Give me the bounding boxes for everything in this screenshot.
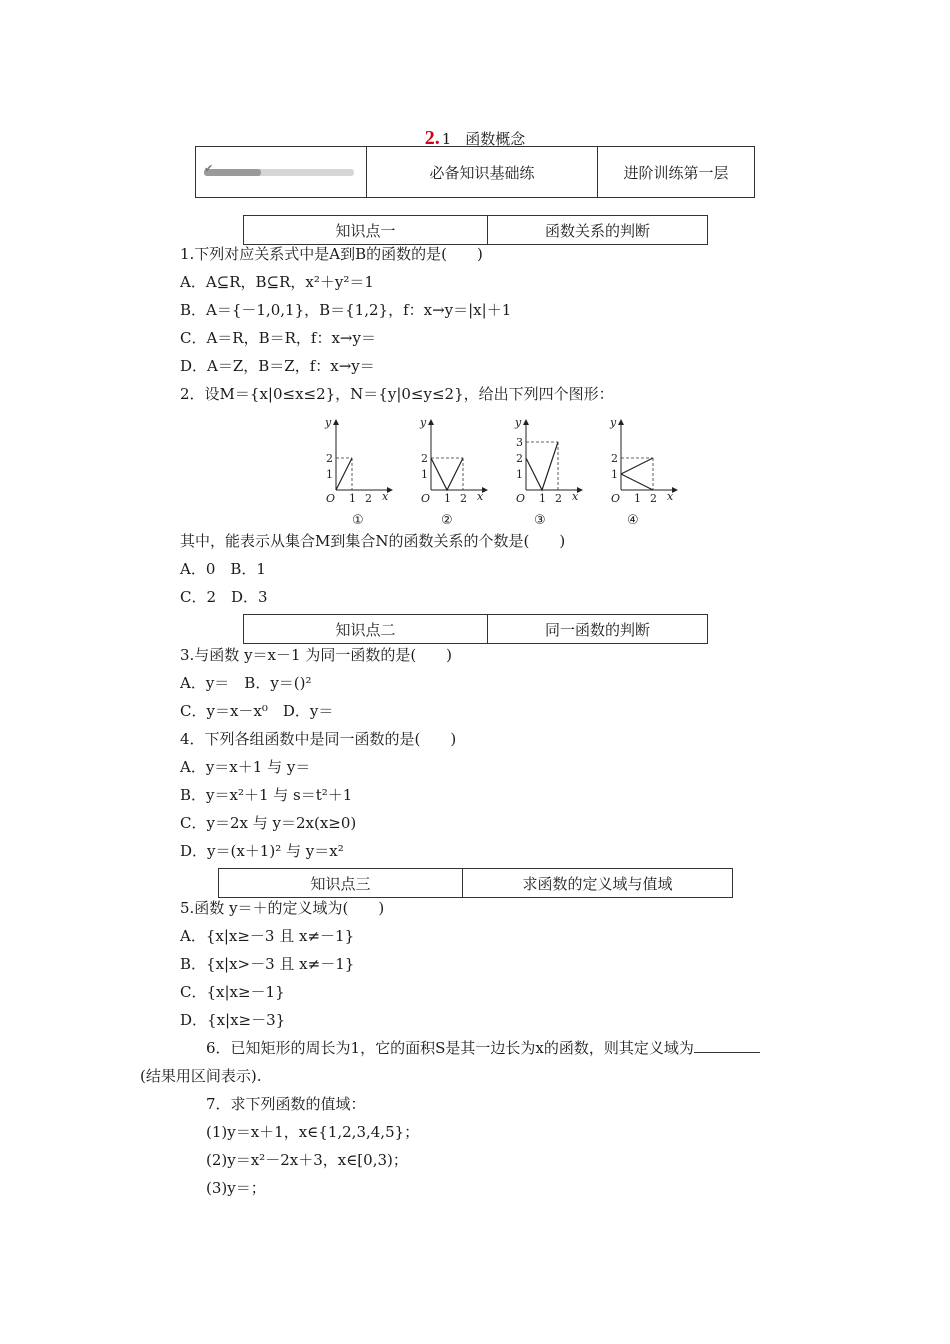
graph-1-tick-x1: 1	[349, 492, 356, 505]
question-7: 7．求下列函数的值域：	[206, 1095, 366, 1113]
answer-blank[interactable]	[694, 1038, 760, 1053]
graph-2-label: ②	[441, 513, 453, 528]
graph-3-tick-y2: 2	[516, 452, 523, 465]
q4-option-a: A．y＝x＋1 与 y＝	[180, 758, 311, 776]
graph-2-y-label: y	[420, 416, 427, 429]
q3-options-cd: C．y＝x－x⁰ D．y＝	[180, 702, 334, 720]
q1-option-a: A．A⊆R，B⊆R，x²＋y²＝1	[180, 273, 374, 291]
graph-1-tick-y1: 1	[326, 468, 333, 481]
graph-1	[324, 416, 392, 528]
graph-2-tick-x1: 1	[444, 492, 451, 505]
graph-1-x-label: x	[382, 490, 389, 503]
graph-1-label: ①	[352, 513, 364, 528]
q7-part-1: (1)y＝x＋1，x∈{1,2,3,4,5}；	[206, 1123, 420, 1141]
q7-part-3: (3)y＝；	[206, 1179, 266, 1197]
q4-option-c: C．y＝2x 与 y＝2x(x≥0)	[180, 814, 357, 832]
header-col-advanced: 进阶训练第一层	[623, 163, 729, 182]
q2-options-ab: A．0 B．1	[180, 560, 266, 578]
q5-option-a: A．{x|x≥－3 且 x≠－1}	[180, 927, 355, 945]
question-6-text: 6．已知矩形的周长为1，它的面积S是其一边长为x的函数，则其定义域为	[206, 1039, 694, 1057]
graph-3-y-label: y	[515, 416, 522, 429]
graph-3-tick-x1: 1	[539, 492, 546, 505]
q1-option-c: C．A＝R，B＝R，f：x→y＝	[180, 329, 376, 347]
knowledge-point-2	[243, 614, 708, 644]
graph-3-tick-y3: 3	[516, 436, 523, 449]
q7-part-2: (2)y＝x²－2x＋3，x∈[0,3)；	[206, 1151, 408, 1169]
graph-4-tick-y1: 1	[611, 468, 618, 481]
knowledge-point-label: 知识点三	[219, 869, 463, 897]
graph-2-tick-y1: 1	[421, 468, 428, 481]
graph-3-x-label: x	[572, 490, 579, 503]
knowledge-point-label: 知识点二	[244, 615, 488, 643]
q5-option-d: D．{x|x≥－3}	[180, 1011, 286, 1029]
graph-2-tick-x2: 2	[460, 492, 467, 505]
graph-3-label: ③	[534, 513, 546, 528]
knowledge-point-label: 知识点一	[244, 216, 488, 244]
q3-options-ab: A．y＝ B．y＝()²	[180, 674, 312, 692]
checkmark-icon: ✔	[204, 161, 214, 175]
graph-2-x-label: x	[477, 490, 484, 503]
question-5: 5.函数 y＝＋的定义域为( )	[180, 899, 385, 917]
progress-cell	[196, 147, 367, 197]
q1-option-d: D．A＝Z，B＝Z，f：x→y＝	[180, 357, 375, 375]
question-6-tail: (结果用区间表示).	[140, 1067, 262, 1085]
knowledge-point-3	[218, 868, 733, 898]
knowledge-point-topic: 函数关系的判断	[544, 221, 650, 240]
q4-option-d: D．y＝(x＋1)² 与 y＝x²	[180, 842, 344, 860]
graph-1-y-label: y	[325, 416, 332, 429]
graph-4-tick-x2: 2	[650, 492, 657, 505]
q5-option-b: B．{x|x>－3 且 x≠－1}	[180, 955, 355, 973]
graph-1-tick-x2: 2	[365, 492, 372, 505]
title-section: 1	[441, 130, 452, 148]
graph-2-origin: O	[421, 492, 431, 505]
graph-4-y-label: y	[610, 416, 617, 429]
knowledge-point-1	[243, 215, 708, 245]
question-2-stem: 其中，能表示从集合M到集合N的函数关系的个数是( )	[180, 532, 566, 550]
question-1: 1.下列对应关系式中是A到B的函数的是( )	[180, 245, 483, 263]
header-table	[195, 146, 755, 198]
q1-option-b: B．A＝{－1,0,1}，B＝{1,2}，f：x→y＝|x|＋1	[180, 301, 512, 319]
question-4: 4．下列各组函数中是同一函数的是( )	[180, 730, 457, 748]
graph-4-label: ④	[627, 513, 639, 528]
question-3: 3.与函数 y＝x－1 为同一函数的是( )	[180, 646, 453, 664]
graph-4-origin: O	[611, 492, 621, 505]
progress-bar	[204, 161, 354, 176]
graph-4	[609, 416, 677, 528]
graph-2	[419, 416, 487, 528]
q5-option-c: C．{x|x≥－1}	[180, 983, 285, 1001]
title-text: 函数概念	[465, 130, 526, 148]
graph-4-tick-y2: 2	[611, 452, 618, 465]
knowledge-point-topic: 同一函数的判断	[544, 620, 650, 639]
graph-1-origin: O	[326, 492, 336, 505]
graph-1-tick-y2: 2	[326, 452, 333, 465]
question-6	[206, 1038, 760, 1058]
question-2: 2．设M＝{x|0≤x≤2}，N＝{y|0≤y≤2}，给出下列四个图形：	[180, 385, 614, 403]
graph-4-tick-x1: 1	[634, 492, 641, 505]
q2-options-cd: C．2 D．3	[180, 588, 268, 606]
graph-3-origin: O	[516, 492, 526, 505]
graph-3	[514, 416, 582, 528]
graph-4-x-label: x	[667, 490, 674, 503]
title-number: 2.	[424, 127, 440, 149]
function-graphs	[312, 412, 682, 532]
graph-2-tick-y2: 2	[421, 452, 428, 465]
graph-3-tick-x2: 2	[555, 492, 562, 505]
graph-3-tick-y1: 1	[516, 468, 523, 481]
q4-option-b: B．y＝x²＋1 与 s＝t²＋1	[180, 786, 353, 804]
header-col-basic: 必备知识基础练	[367, 147, 598, 197]
knowledge-point-topic: 求函数的定义域与值域	[522, 874, 673, 893]
